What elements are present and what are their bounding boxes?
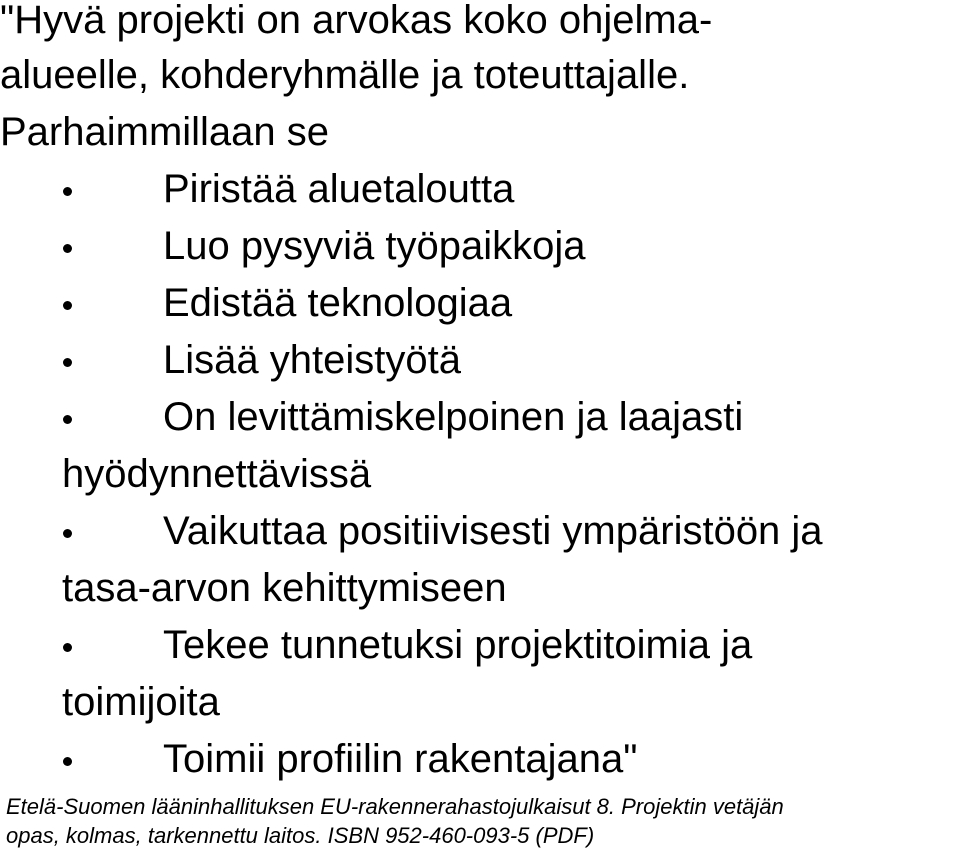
bullet-text: Vaikuttaa positiivisesti ympäristöön ja [163,509,823,553]
quote-intro-line-2: alueelle, kohderyhmälle ja toteuttajalle. [0,53,690,97]
bullet-dot-icon [63,358,72,367]
quote-intro-line-1: "Hyvä projekti on arvokas koko ohjelma- [0,0,713,42]
bullet-dot-icon [63,244,72,253]
bullet-continuation: toimijoita [62,680,220,724]
bullet-dot-icon [63,529,72,538]
bullet-text: Toimii profiilin rakentajana" [163,737,638,781]
bullet-dot-icon [63,643,72,652]
bullet-dot-icon [63,757,72,766]
bullet-dot-icon [63,415,72,424]
source-citation-line-2: opas, kolmas, tarkennettu laitos. ISBN 952-460-093-5 (PDF) [6,823,595,848]
bullet-text: Piristää aluetaloutta [163,167,515,211]
bullet-continuation: tasa-arvon kehittymiseen [62,566,507,610]
bullet-dot-icon [63,301,72,310]
bullet-text: On levittämiskelpoinen ja laajasti [163,395,744,439]
bullet-text: Luo pysyviä työpaikkoja [163,224,586,268]
bullet-text: Edistää teknologiaa [163,281,513,325]
bullet-dot-icon [63,187,72,196]
bullet-text: Lisää yhteistyötä [163,338,461,382]
bullet-text: Tekee tunnetuksi projektitoimia ja [163,623,753,667]
bullet-continuation: hyödynnettävissä [62,452,372,496]
quote-intro-line-3: Parhaimmillaan se [0,110,330,154]
source-citation-line-1: Etelä-Suomen lääninhallituksen EU-rakennerahastojulkaisut 8. Projektin vetäjän [6,794,784,819]
